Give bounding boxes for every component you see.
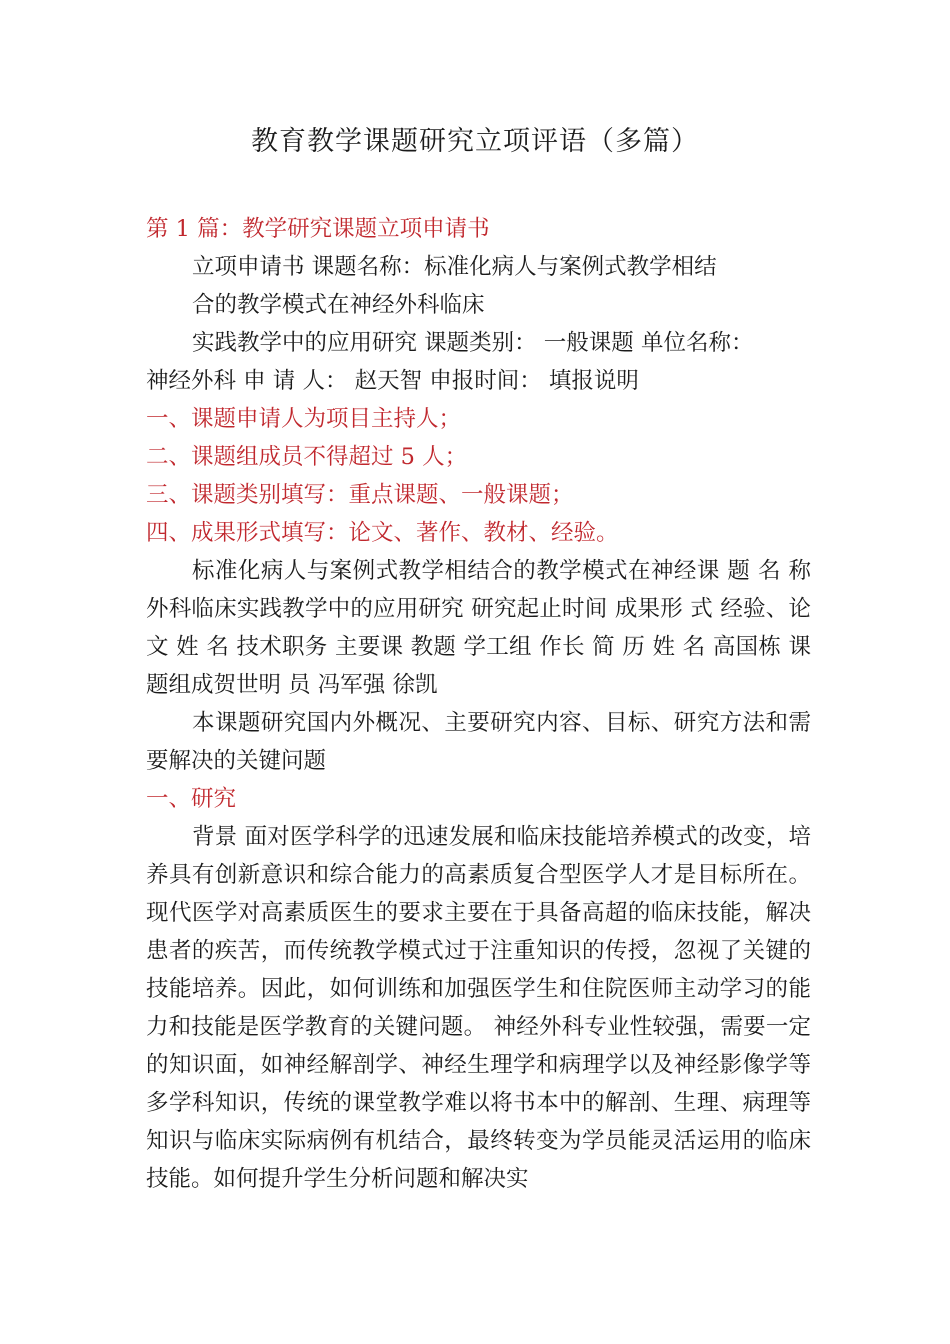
application-line-b: 合的教学模式在神经外科临床	[192, 292, 485, 318]
application-line-d: 神经外科 申 请 人： 赵天智 申报时间： 填报说明	[146, 368, 639, 394]
section-heading: 第 1 篇：教学研究课题立项申请书	[146, 216, 490, 242]
overview-paragraph: 本课题研究国内外概况、主要研究内容、目标、研究方法和需要解决的关键问题	[146, 710, 811, 774]
note-item-4: 四、成果形式填写：论文、著作、教材、经验。	[146, 520, 619, 546]
note-item-3: 三、课题类别填写：重点课题、一般课题；	[146, 482, 574, 508]
document-title: 教育教学课题研究立项评语（多篇）	[251, 126, 699, 157]
note-item-1: 一、课题申请人为项目主持人；	[146, 406, 462, 432]
note-item-2: 二、课题组成员不得超过 5 人；	[146, 444, 468, 470]
sub-heading: 一、研究	[146, 786, 237, 812]
table-summary-paragraph: 标准化病人与案例式教学相结合的教学模式在神经课 题 名 称 外科临床实践教学中的应用研究 研究起止时间 成果形 式 经验、论文 姓 名 技术职务 主要课 教题 学工组 作长 简 历 姓 名 高国栋 课题组成贺世明 员 冯军强 徐凯	[146, 558, 811, 698]
application-line-a: 立项申请书 课题名称：标准化病人与案例式教学相结	[192, 254, 717, 280]
document-body	[146, 210, 811, 1198]
application-line-c: 实践教学中的应用研究 课题类别： 一般课题 单位名称：	[192, 330, 754, 356]
background-paragraph: 背景 面对医学科学的迅速发展和临床技能培养模式的改变，培养具有创新意识和综合能力的高素质复合型医学人才是目标所在。现代医学对高素质医生的要求主要在于具备高超的临床技能，解决患者的疾苦，而传统教学模式过于注重知识的传授，忽视了关键的技能培养。因此，如何训练和加强医学生和住院医师主动学习的能力和技能是医学教育的关键问题。 神经外科专业性较强，需要一定的知识面，如神经解剖学、神经生理学和病理学以及神经影像学等多学科知识，传统的课堂教学难以将书本中的解剖、生理、病理等知识与临床实际病例有机结合，最终转变为学员能灵活运用的临床技能。如何提升学生分析问题和解决实	[146, 824, 811, 1192]
